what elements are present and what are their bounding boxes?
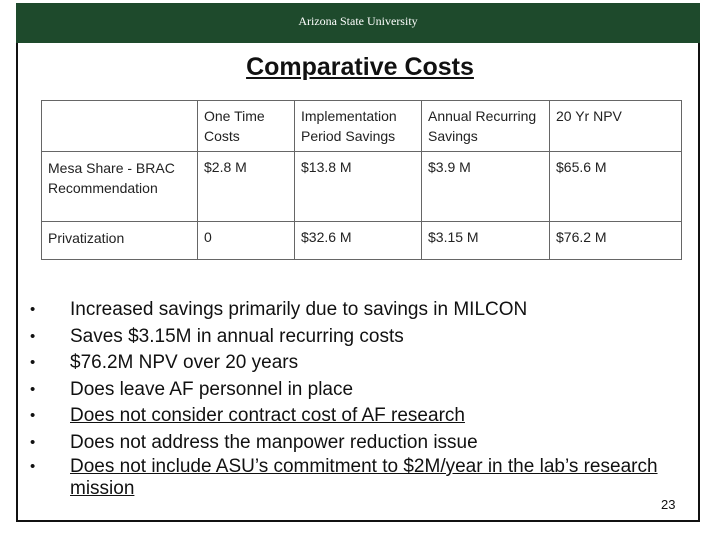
column-header-one-time-costs: One Time Costs [198,101,295,152]
table-header-row [42,101,682,152]
bullet-item [30,297,670,324]
bullet-item [30,377,670,404]
page-number: 23 [661,497,676,512]
bullet-text: Does not consider contract cost of AF research [70,405,465,426]
table-cell: $2.8 M [198,152,295,222]
bullet-item [30,430,670,457]
bullet-glyph: • [30,301,36,318]
table-row [42,152,682,222]
table-cell: $3.9 M [422,152,550,222]
row-label-mesa-share: Mesa Share - BRAC Recommendation [42,152,198,222]
table-row [42,222,682,260]
column-header-20yr-npv: 20 Yr NPV [550,101,682,152]
bullet-glyph: • [30,433,36,451]
bullet-text: Increased savings primarily due to savings in MILCON [70,299,528,320]
bullet-text: Does not address the manpower reduction issue [70,431,478,453]
bullet-glyph: • [30,407,36,424]
table-cell: $76.2 M [550,222,682,260]
bullet-glyph: • [30,380,36,398]
bullet-item [30,324,670,351]
bullet-text: Does not include ASU’s commitment to $2M/year in the lab’s research mission [70,456,658,499]
table-cell: $32.6 M [295,222,422,260]
bullet-glyph: • [30,327,36,345]
column-header-annual-recurring-savings: Annual Recurring Savings [422,101,550,152]
bullet-glyph: • [30,458,36,475]
bullet-item [30,456,670,500]
bullet-list [30,297,670,500]
bullet-item [30,403,670,430]
bullet-glyph: • [30,354,36,371]
slide-title: Comparative Costs [246,53,474,81]
comparative-costs-table [41,100,682,260]
table-cell: 0 [198,222,295,260]
bullet-text: Does leave AF personnel in place [70,378,354,400]
row-label-privatization: Privatization [42,222,198,260]
institution-name: Arizona State University [298,14,418,28]
bullet-item [30,350,670,377]
table-cell: $3.15 M [422,222,550,260]
table-corner-cell [42,101,198,152]
table-cell: $65.6 M [550,152,682,222]
bullet-text: Saves $3.15M in annual recurring costs [70,325,404,347]
bullet-text: $76.2M NPV over 20 years [70,352,299,373]
column-header-implementation-savings: Implementation Period Savings [295,101,422,152]
table-cell: $13.8 M [295,152,422,222]
